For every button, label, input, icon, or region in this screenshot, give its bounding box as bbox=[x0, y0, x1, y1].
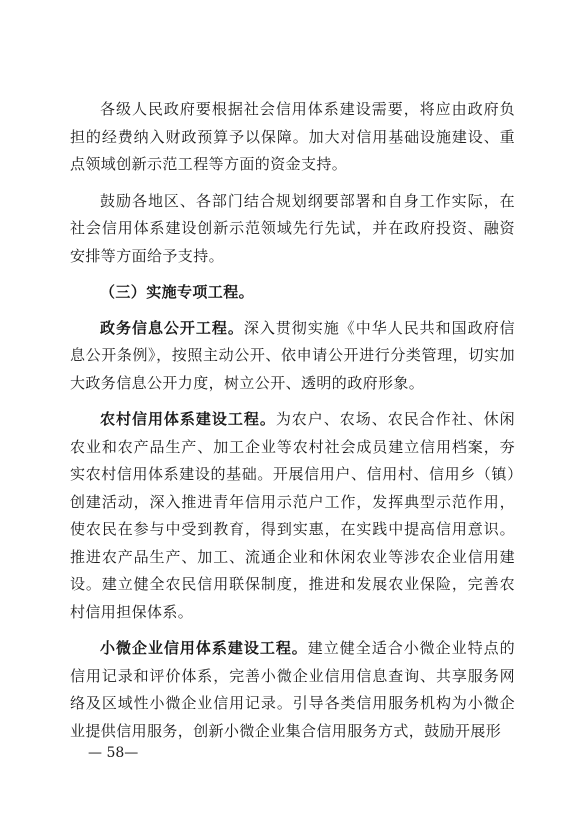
paragraph-lead: 农村信用体系建设工程。 bbox=[100, 410, 276, 428]
paragraph-lead: 政务信息公开工程。 bbox=[100, 318, 244, 337]
paragraph-budget: 各级人民政府要根据社会信用体系建设需要，将应由政府负担的经费纳入财政预算予以保障。加大对信用基础设施建设、重点领域创新示范工程等方面的资金支持。 bbox=[70, 100, 515, 173]
paragraph-pilot: 鼓励各地区、各部门结合规划纲要部署和自身工作实际，在社会信用体系建设创新示范领域先行先试，并在政府投资、融资安排等方面给予支持。 bbox=[70, 191, 515, 265]
paragraph-small-business bbox=[70, 635, 515, 745]
document-page bbox=[70, 96, 515, 754]
paragraph-body: 深入贯彻实施《中华人民共和国政府信息公开条例》，按照主动公开、依申请公开进行分类管理，切实加大政务信息公开力度，树立公开、透明的政府形象。 bbox=[70, 318, 515, 392]
paragraph-lead: 小微企业信用体系建设工程。 bbox=[100, 639, 308, 657]
page-number: — 58— bbox=[88, 745, 139, 761]
section-heading: （三）实施专项工程。 bbox=[100, 283, 255, 301]
paragraph-government-info bbox=[70, 315, 515, 398]
paragraph-rural-credit bbox=[70, 406, 515, 626]
paragraph-body: 建立健全适合小微企业特点的信用记录和评价体系，完善小微企业信用信息查询、共享服务网络及区域性小微企业信用记录。引导各类信用服务机构为小微企业提供信用服务，创新小微企业集合信用服务方式，鼓励开展形 bbox=[70, 639, 516, 740]
paragraph-body: 为农户、农场、农民合作社、休闲农业和农产品生产、加工企业等农村社会成员建立信用档案，夯实农村信用体系建设的基础。开展信用户、信用村、信用乡（镇）创建活动，深入推进青年信用示范户工作，发挥典型示范作用，使农民在参与中受到教育，得到实惠，在实践中提高信用意识。推进农产品生产、加工、流通企业和休闲农业等涉农企业信用建设。建立健全农民信用联保制度，推进和发展农业保险，完善农村信用担保体系。 bbox=[70, 410, 515, 621]
